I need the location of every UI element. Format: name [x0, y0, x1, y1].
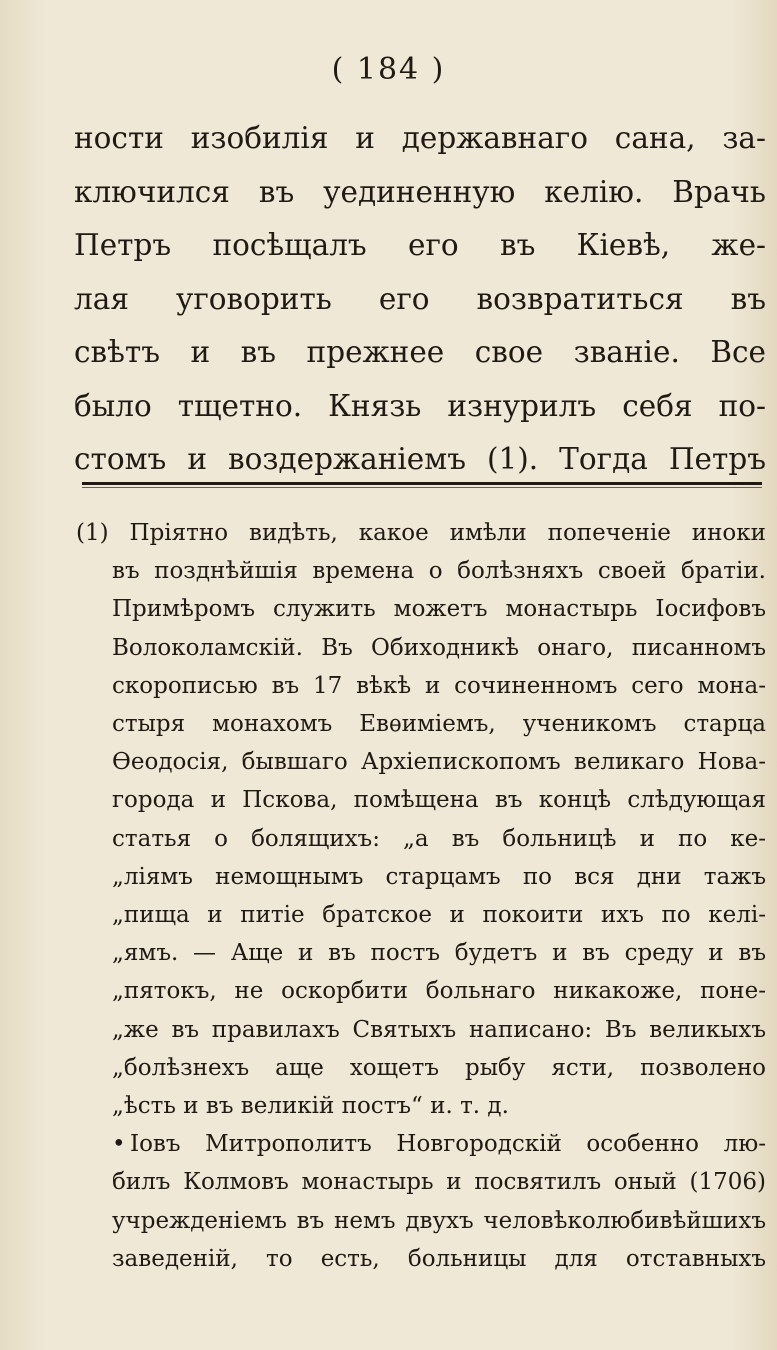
main-text-line: ности изобилія и державнаго сана, за-	[74, 121, 766, 155]
main-text-line: было тщетно. Князь изнурилъ себя по-	[74, 388, 766, 423]
footnote-line: „пятокъ, не оскорбити больнаго никакоже, поне-	[112, 978, 766, 1005]
footnote-second-line: заведеній, то есть, больницы для отставныхъ	[112, 1245, 766, 1272]
footnote-line: „ямъ. — Аще и въ постъ будетъ и въ среду и въ	[112, 940, 766, 967]
page-number: ( 184 )	[331, 52, 446, 87]
footnote-line: „пища и питіе братское и покоити ихъ по келі-	[112, 902, 766, 929]
footnote-line: (1) Пріятно видѣть, какое имѣли попеченіе иноки	[76, 520, 766, 546]
footnote-second-line	[76, 1125, 766, 1163]
footnote-second-line: учрежденіемъ въ немъ двухъ человѣколюбивѣйшихъ	[112, 1207, 766, 1234]
footnote-line: города и Пскова, помѣщена въ концѣ слѣдующая	[112, 787, 766, 814]
main-text-line: Петръ посѣщалъ его въ Кіевѣ, же-	[74, 228, 766, 262]
main-text-line: ключился въ уединенную келію. Врачь	[74, 174, 766, 209]
footnote-block	[76, 514, 766, 1278]
footnote-line: Волоколамскій. Въ Обиходникѣ онаго, писанномъ	[112, 634, 766, 661]
footnote-line: въ позднѣйшія времена о болѣзняхъ своей братіи.	[112, 558, 766, 585]
footnote-line: „болѣзнехъ аще хощетъ рыбу ясти, позволено	[112, 1054, 766, 1081]
main-text-line: стомъ и воздержаніемъ (1). Тогда Петръ	[74, 442, 766, 476]
footnote-line: скорописью въ 17 вѣкѣ и сочиненномъ сего мона-	[112, 672, 766, 699]
main-text-block	[74, 112, 766, 487]
main-text-line: лая уговорить его возвратиться въ	[74, 281, 766, 316]
footnote-line: статья о болящихъ: „а въ больницѣ и по ке-	[112, 825, 766, 852]
footnote-line: стыря монахомъ Евѳиміемъ, ученикомъ старца	[112, 711, 766, 738]
footnote-line: „же въ правилахъ Святыхъ написано: Въ великыхъ	[112, 1016, 766, 1043]
main-text-line: свѣтъ и въ прежнее свое званіе. Все	[74, 335, 766, 369]
footnote-line: „ѣсть и въ великій постъ“ и. т. д.	[112, 1093, 509, 1120]
footnote-second-line: билъ Колмовъ монастырь и посвятилъ оный (1706)	[112, 1169, 766, 1196]
footnote-divider	[82, 482, 762, 485]
footnote-line: Ѳеодосія, бывшаго Архіепископомъ великаго Нова-	[112, 749, 766, 776]
footnote-line: „ліямъ немощнымъ старцамъ по вся дни тажъ	[112, 863, 766, 890]
footnote-second-text: Іовъ Митрополитъ Новгородскій особенно лю-	[130, 1131, 766, 1158]
footnote-line: Примѣромъ служить можетъ монастырь Іосифовъ	[112, 596, 766, 623]
bullet-mark: •	[112, 1131, 126, 1158]
